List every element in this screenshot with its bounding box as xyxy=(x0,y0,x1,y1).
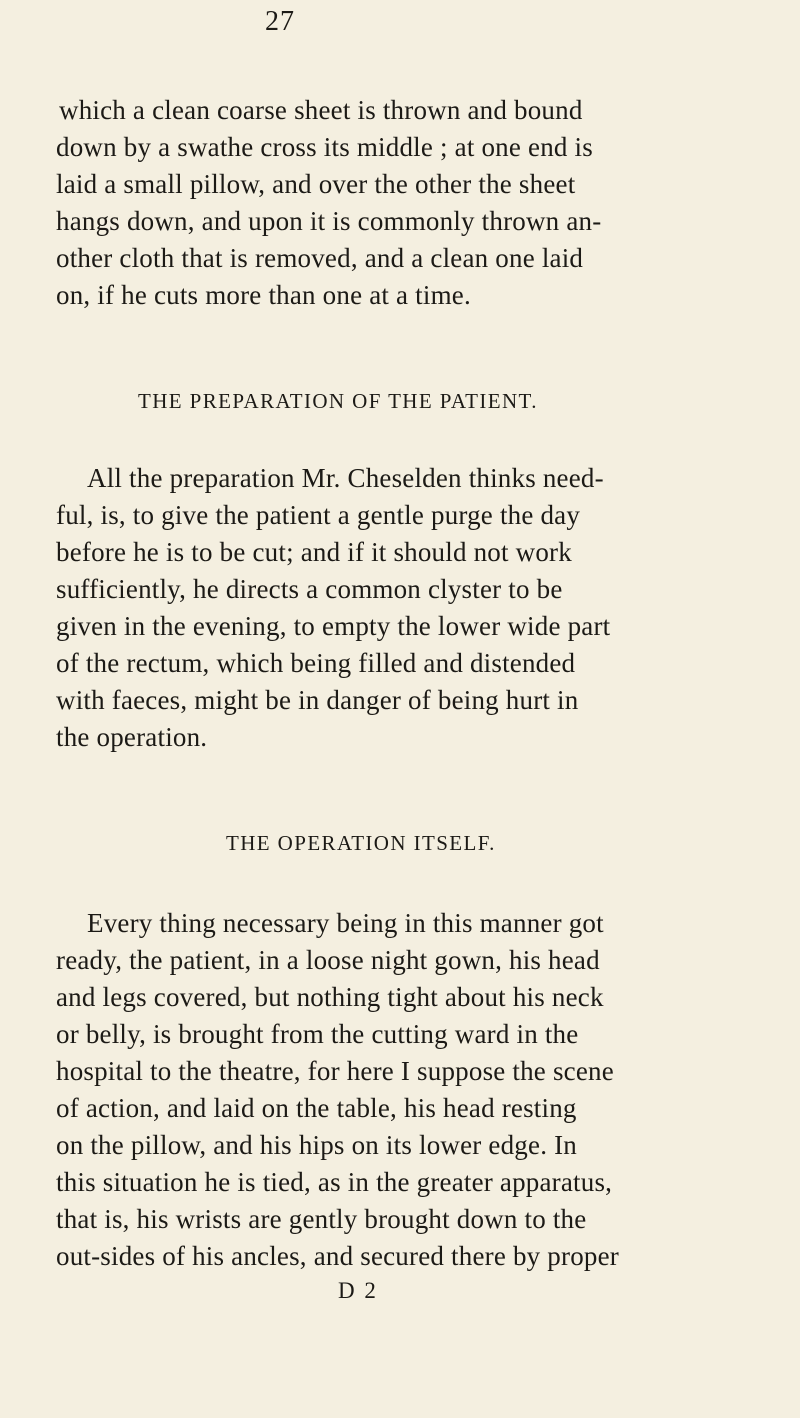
text-line: given in the evening, to empty the lower wide part xyxy=(56,611,611,641)
page-number: 27 xyxy=(265,6,295,37)
text-line: Every thing necessary being in this manner got xyxy=(87,908,604,938)
text-line: of the rectum, which being filled and distended xyxy=(56,648,576,678)
text-line: ready, the patient, in a loose night gown, his head xyxy=(56,945,600,975)
text-line: hangs down, and upon it is commonly thrown an- xyxy=(56,206,602,236)
text-line: and legs covered, but nothing tight about his neck xyxy=(56,982,604,1012)
text-line: or belly, is brought from the cutting ward in the xyxy=(56,1019,579,1049)
text-line: with faeces, might be in danger of being hurt in xyxy=(56,685,579,715)
text-line: out-sides of his ancles, and secured there by proper xyxy=(56,1241,619,1271)
text-line: down by a swathe cross its middle ; at one end is xyxy=(56,132,593,162)
section-heading-operation: THE OPERATION ITSELF. xyxy=(226,831,496,855)
text-line: other cloth that is removed, and a clean one laid xyxy=(56,243,584,273)
text-line: on, if he cuts more than one at a time. xyxy=(56,280,471,310)
text-line: that is, his wrists are gently brought down to the xyxy=(56,1204,587,1234)
text-line: on the pillow, and his hips on its lower edge. In xyxy=(56,1130,577,1160)
text-line: All the preparation Mr. Cheselden thinks need- xyxy=(87,463,604,493)
text-line: of action, and laid on the table, his head resting xyxy=(56,1093,577,1123)
text-line: laid a small pillow, and over the other the sheet xyxy=(56,169,576,199)
signature-mark: D 2 xyxy=(338,1278,378,1303)
text-line: hospital to the theatre, for here I suppose the scene xyxy=(56,1056,614,1086)
section-heading-preparation: THE PREPARATION OF THE PATIENT. xyxy=(138,389,538,413)
text-line: sufficiently, he directs a common clyster to be xyxy=(56,574,563,604)
text-line: which a clean coarse sheet is thrown and bound xyxy=(59,95,583,125)
text-line: the operation. xyxy=(56,722,208,752)
text-line: before he is to be cut; and if it should not work xyxy=(56,537,572,567)
text-line: this situation he is tied, as in the greater apparatus, xyxy=(56,1167,613,1197)
text-line: ful, is, to give the patient a gentle purge the day xyxy=(56,500,581,530)
